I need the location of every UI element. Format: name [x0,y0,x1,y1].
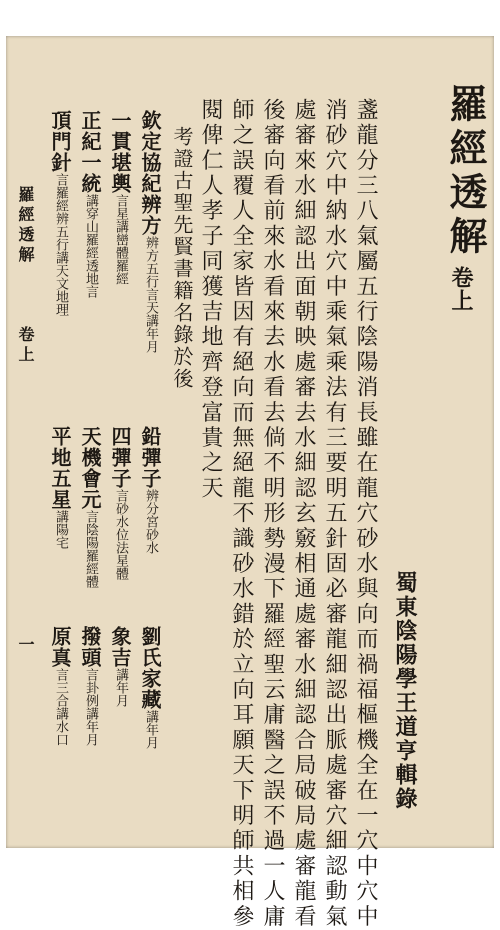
book-name: 撥頭 [78,626,102,668]
book-note: 言卦例講年月 [83,668,98,746]
book-entry [76,626,105,746]
book-entry [76,426,105,588]
book-note: 講穿山羅經透地言 [83,194,98,298]
book-note: 言羅經辨五行講天文地理 [53,173,68,316]
book-note: 講年月 [113,668,128,707]
book-entry [46,426,75,549]
book-entry [136,426,165,554]
book-note: 言陰陽羅經體 [83,510,98,588]
book-note: 辨方五行言天講年月 [143,236,158,353]
book-entry [106,110,135,285]
book-name: 象吉 [108,626,132,668]
book-name: 平地五星 [48,426,72,510]
book-name: 劉氏家藏 [138,626,162,710]
book-name: 四彈子 [108,426,132,489]
book-note: 言星講巒體羅經 [113,194,128,285]
book-entry [136,626,165,749]
book-note: 講年月 [143,710,158,749]
body-line: 消砂穴中納水穴中乘氣乘法有三要明五針固必審龍細認出脈處審穴細認動氣 [322,98,347,930]
book-name: 正紀一統 [78,110,102,194]
book-entry [46,626,75,746]
book-name: 天機會元 [78,426,102,510]
body-line: 師之誤覆人全家皆因有絕向而無絕龍不識砂水錯於立向耳願天下明師共相參 [229,98,254,930]
volume-label: 卷上 [448,266,474,312]
book-note: 辨分宮砂水 [143,489,158,554]
body-line: 後審向看前來水看來去水看去倘不明形勢漫下羅經聖云庸醫之誤不過一人庸 [260,98,285,930]
book-note: 言三合講水口 [53,668,68,746]
book-name: 欽定協紀辨方 [138,110,162,236]
book-note: 講陽宅 [53,510,68,549]
book-title: 羅經透解 [443,84,488,260]
book-name: 原真 [48,626,72,668]
book-name: 鉛彈子 [138,426,162,489]
book-name: 頂門針 [48,110,72,173]
running-head-volume: 卷上 [16,326,35,366]
book-entry [136,110,165,353]
book-entry [76,110,105,298]
book-note: 言砂水位法星體 [113,489,128,580]
book-entry [106,626,135,707]
running-head-title: 羅經透解 [16,186,35,266]
book-name: 一貫堪輿 [108,110,132,194]
body-line: 盞龍分三八氣屬五行陰陽消長雖在龍穴砂水與向而禍福樞機全在一穴中穴中 [353,98,378,930]
book-list-heading: 考證古聖先賢書籍名錄於後 [170,126,194,390]
page-number: 一 [16,636,35,656]
book-entry [106,426,135,580]
book-entry [46,110,75,316]
author-line: 蜀東陰陽學王道亨輯錄 [392,571,418,811]
book-page [6,36,494,930]
body-line: 處審來水細認出面朝映處審去水細認玄竅相通處審水細認合局破局處審龍看 [291,98,316,930]
body-line: 閱俾仁人孝子同獲吉地齊登富貴之天 [198,98,223,502]
